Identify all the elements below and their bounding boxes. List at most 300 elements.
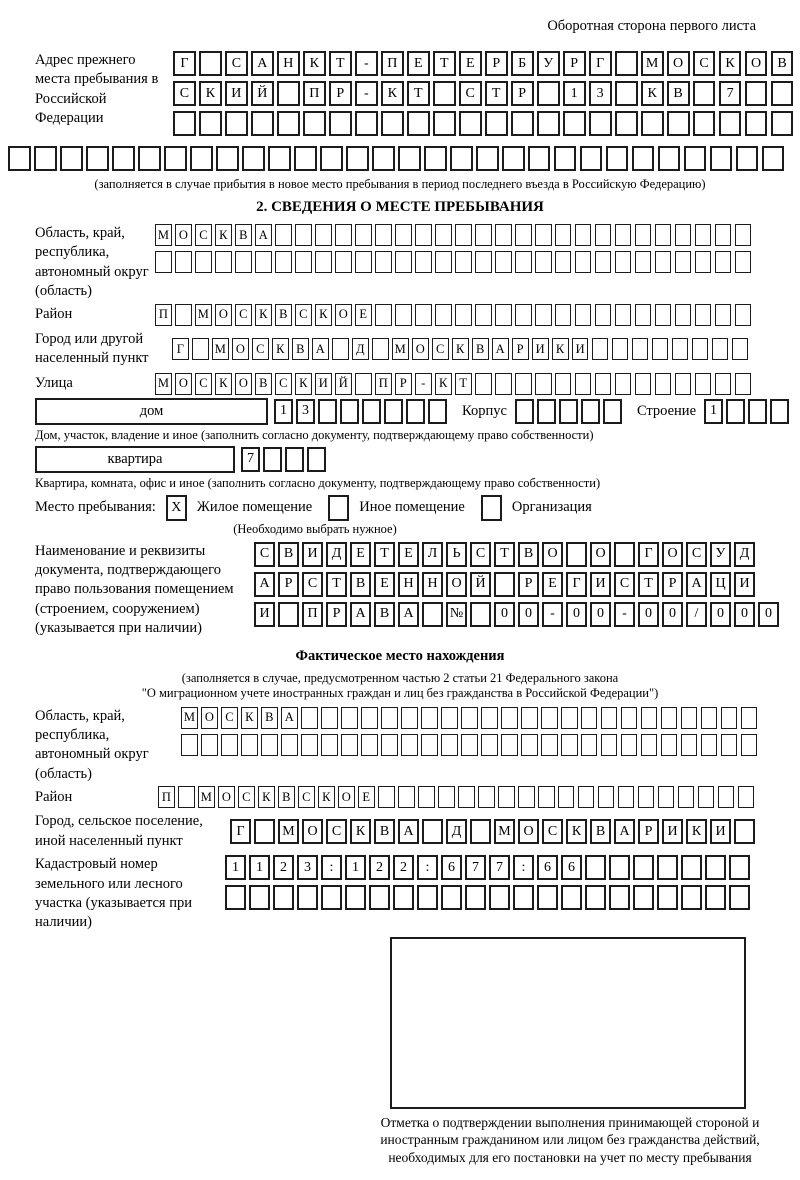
char-cell[interactable] [303, 111, 326, 136]
char-cell[interactable]: В [292, 338, 309, 360]
char-cell[interactable] [320, 146, 343, 171]
char-cell[interactable] [251, 111, 274, 136]
char-cell[interactable]: М [155, 373, 172, 395]
char-cell[interactable] [422, 819, 443, 844]
char-cell[interactable] [199, 51, 222, 76]
char-cell[interactable]: 6 [537, 855, 558, 880]
char-cell[interactable] [513, 885, 534, 910]
char-cell[interactable] [221, 734, 238, 756]
street-row[interactable] [155, 373, 755, 395]
char-cell[interactable]: И [254, 602, 275, 627]
char-cell[interactable]: Т [494, 542, 515, 567]
char-cell[interactable]: Р [518, 572, 539, 597]
char-cell[interactable] [329, 111, 352, 136]
char-cell[interactable]: К [315, 304, 332, 326]
char-cell[interactable] [475, 304, 492, 326]
char-cell[interactable] [595, 224, 612, 246]
char-cell[interactable]: Р [278, 572, 299, 597]
char-cell[interactable] [335, 251, 352, 273]
char-cell[interactable] [241, 734, 258, 756]
char-cell[interactable]: О [590, 542, 611, 567]
char-cell[interactable]: И [590, 572, 611, 597]
char-cell[interactable]: С [221, 707, 238, 729]
char-cell[interactable]: М [198, 786, 215, 808]
char-cell[interactable] [712, 338, 729, 360]
char-cell[interactable]: Н [422, 572, 443, 597]
char-cell[interactable] [481, 734, 498, 756]
prev-address-row-1[interactable] [173, 51, 797, 76]
char-cell[interactable] [581, 734, 598, 756]
char-cell[interactable] [715, 304, 732, 326]
char-cell[interactable]: С [542, 819, 563, 844]
char-cell[interactable]: Г [589, 51, 612, 76]
char-cell[interactable]: П [375, 373, 392, 395]
char-cell[interactable]: Р [563, 51, 586, 76]
char-cell[interactable] [675, 251, 692, 273]
char-cell[interactable] [393, 885, 414, 910]
char-cell[interactable] [555, 373, 572, 395]
char-cell[interactable] [421, 707, 438, 729]
char-cell[interactable]: С [254, 542, 275, 567]
char-cell[interactable] [661, 707, 678, 729]
char-cell[interactable] [268, 146, 291, 171]
char-cell[interactable] [178, 786, 195, 808]
char-cell[interactable] [633, 855, 654, 880]
char-cell[interactable]: В [667, 81, 690, 106]
char-cell[interactable]: 1 [274, 399, 293, 424]
char-cell[interactable] [181, 734, 198, 756]
char-cell[interactable]: П [303, 81, 326, 106]
char-cell[interactable]: С [432, 338, 449, 360]
char-cell[interactable] [424, 146, 447, 171]
fact-region-row-1[interactable] [181, 707, 761, 729]
char-cell[interactable]: - [355, 81, 378, 106]
char-cell[interactable] [652, 338, 669, 360]
char-cell[interactable] [655, 373, 672, 395]
region-row-1[interactable] [155, 224, 755, 246]
char-cell[interactable] [295, 251, 312, 273]
char-cell[interactable]: С [693, 51, 716, 76]
char-cell[interactable]: С [238, 786, 255, 808]
char-cell[interactable] [701, 734, 718, 756]
char-cell[interactable] [515, 399, 534, 424]
char-cell[interactable] [658, 146, 681, 171]
char-cell[interactable] [735, 224, 752, 246]
char-cell[interactable] [375, 224, 392, 246]
char-cell[interactable] [138, 146, 161, 171]
char-cell[interactable] [601, 707, 618, 729]
char-cell[interactable] [328, 495, 349, 521]
char-cell[interactable] [421, 734, 438, 756]
char-cell[interactable]: М [155, 224, 172, 246]
char-cell[interactable]: А [255, 224, 272, 246]
char-cell[interactable]: С [195, 224, 212, 246]
char-cell[interactable] [249, 885, 270, 910]
char-cell[interactable] [621, 734, 638, 756]
char-cell[interactable]: П [155, 304, 172, 326]
char-cell[interactable] [575, 251, 592, 273]
char-cell[interactable] [635, 251, 652, 273]
char-cell[interactable]: : [513, 855, 534, 880]
char-cell[interactable] [378, 786, 395, 808]
char-cell[interactable] [738, 786, 755, 808]
char-cell[interactable]: Й [251, 81, 274, 106]
char-cell[interactable] [407, 111, 430, 136]
char-cell[interactable]: 1 [225, 855, 246, 880]
char-cell[interactable]: М [195, 304, 212, 326]
char-cell[interactable]: 2 [273, 855, 294, 880]
char-cell[interactable] [555, 304, 572, 326]
prev-address-row-2[interactable] [173, 81, 797, 106]
char-cell[interactable] [633, 885, 654, 910]
char-cell[interactable] [175, 251, 192, 273]
char-cell[interactable] [606, 146, 629, 171]
char-cell[interactable] [455, 251, 472, 273]
char-cell[interactable] [695, 224, 712, 246]
char-cell[interactable] [695, 373, 712, 395]
char-cell[interactable]: М [278, 819, 299, 844]
char-cell[interactable] [498, 786, 515, 808]
char-cell[interactable] [541, 707, 558, 729]
char-cell[interactable] [681, 855, 702, 880]
char-cell[interactable]: А [686, 572, 707, 597]
char-cell[interactable]: К [350, 819, 371, 844]
char-cell[interactable] [675, 304, 692, 326]
document-row-3[interactable] [254, 602, 782, 627]
char-cell[interactable] [438, 786, 455, 808]
char-cell[interactable]: 0 [710, 602, 731, 627]
char-cell[interactable] [632, 146, 655, 171]
char-cell[interactable] [332, 338, 349, 360]
cadastre-row-1[interactable] [225, 855, 753, 880]
char-cell[interactable]: 2 [393, 855, 414, 880]
char-cell[interactable]: Е [459, 51, 482, 76]
char-cell[interactable] [417, 885, 438, 910]
char-cell[interactable]: 2 [369, 855, 390, 880]
char-cell[interactable] [478, 786, 495, 808]
char-cell[interactable] [528, 146, 551, 171]
char-cell[interactable] [355, 251, 372, 273]
char-cell[interactable]: К [318, 786, 335, 808]
char-cell[interactable]: X [166, 495, 187, 521]
char-cell[interactable]: Й [470, 572, 491, 597]
char-cell[interactable] [422, 602, 443, 627]
char-cell[interactable] [655, 304, 672, 326]
char-cell[interactable] [741, 734, 758, 756]
char-cell[interactable] [618, 786, 635, 808]
char-cell[interactable] [190, 146, 213, 171]
char-cell[interactable] [681, 707, 698, 729]
char-cell[interactable] [537, 111, 560, 136]
char-cell[interactable] [215, 251, 232, 273]
char-cell[interactable]: К [452, 338, 469, 360]
stay-type-checkbox-residential[interactable] [166, 495, 187, 521]
document-row-2[interactable] [254, 572, 782, 597]
char-cell[interactable] [395, 251, 412, 273]
char-cell[interactable] [537, 399, 556, 424]
char-cell[interactable] [501, 734, 518, 756]
char-cell[interactable] [481, 495, 502, 521]
char-cell[interactable] [695, 251, 712, 273]
char-cell[interactable]: Р [662, 572, 683, 597]
char-cell[interactable]: Р [512, 338, 529, 360]
char-cell[interactable]: К [552, 338, 569, 360]
prev-address-row-3[interactable] [173, 111, 797, 136]
char-cell[interactable]: О [302, 819, 323, 844]
char-cell[interactable] [495, 224, 512, 246]
char-cell[interactable]: Л [422, 542, 443, 567]
char-cell[interactable]: О [518, 819, 539, 844]
char-cell[interactable] [511, 111, 534, 136]
char-cell[interactable]: Д [326, 542, 347, 567]
char-cell[interactable]: С [295, 304, 312, 326]
char-cell[interactable] [501, 707, 518, 729]
char-cell[interactable] [638, 786, 655, 808]
char-cell[interactable] [475, 224, 492, 246]
char-cell[interactable]: О [335, 304, 352, 326]
char-cell[interactable]: - [542, 602, 563, 627]
char-cell[interactable] [294, 146, 317, 171]
char-cell[interactable]: И [734, 572, 755, 597]
char-cell[interactable] [384, 399, 403, 424]
char-cell[interactable]: О [745, 51, 768, 76]
char-cell[interactable]: О [446, 572, 467, 597]
char-cell[interactable]: Т [485, 81, 508, 106]
char-cell[interactable]: 0 [662, 602, 683, 627]
char-cell[interactable] [561, 885, 582, 910]
char-cell[interactable] [34, 146, 57, 171]
char-cell[interactable]: Е [542, 572, 563, 597]
char-cell[interactable]: 1 [704, 399, 723, 424]
char-cell[interactable] [355, 373, 372, 395]
char-cell[interactable] [615, 111, 638, 136]
char-cell[interactable] [595, 251, 612, 273]
char-cell[interactable] [355, 224, 372, 246]
char-cell[interactable]: К [435, 373, 452, 395]
char-cell[interactable] [521, 734, 538, 756]
char-cell[interactable] [201, 734, 218, 756]
fact-district-row[interactable] [158, 786, 758, 808]
char-cell[interactable] [601, 734, 618, 756]
char-cell[interactable] [461, 707, 478, 729]
char-cell[interactable] [455, 304, 472, 326]
char-cell[interactable]: О [542, 542, 563, 567]
char-cell[interactable] [555, 251, 572, 273]
char-cell[interactable] [495, 304, 512, 326]
char-cell[interactable]: П [158, 786, 175, 808]
char-cell[interactable] [406, 399, 425, 424]
char-cell[interactable]: В [771, 51, 794, 76]
char-cell[interactable] [297, 885, 318, 910]
char-cell[interactable] [433, 111, 456, 136]
char-cell[interactable]: 7 [241, 447, 260, 472]
char-cell[interactable]: В [374, 819, 395, 844]
prev-address-row-4[interactable] [8, 146, 792, 171]
char-cell[interactable] [615, 224, 632, 246]
char-cell[interactable]: С [252, 338, 269, 360]
char-cell[interactable] [476, 146, 499, 171]
char-cell[interactable] [459, 111, 482, 136]
char-cell[interactable]: Е [398, 542, 419, 567]
char-cell[interactable] [735, 373, 752, 395]
char-cell[interactable]: В [350, 572, 371, 597]
char-cell[interactable] [698, 786, 715, 808]
char-cell[interactable] [341, 734, 358, 756]
char-cell[interactable] [718, 786, 735, 808]
char-cell[interactable] [441, 734, 458, 756]
char-cell[interactable]: Р [395, 373, 412, 395]
char-cell[interactable]: Е [355, 304, 372, 326]
char-cell[interactable] [581, 399, 600, 424]
char-cell[interactable] [735, 251, 752, 273]
char-cell[interactable] [315, 251, 332, 273]
char-cell[interactable]: М [494, 819, 515, 844]
char-cell[interactable] [301, 734, 318, 756]
char-cell[interactable] [695, 304, 712, 326]
char-cell[interactable]: К [199, 81, 222, 106]
char-cell[interactable]: С [326, 819, 347, 844]
char-cell[interactable] [535, 224, 552, 246]
char-cell[interactable] [470, 602, 491, 627]
char-cell[interactable]: Г [566, 572, 587, 597]
char-cell[interactable] [199, 111, 222, 136]
char-cell[interactable]: - [355, 51, 378, 76]
char-cell[interactable] [561, 707, 578, 729]
char-cell[interactable] [748, 399, 767, 424]
char-cell[interactable]: О [215, 304, 232, 326]
char-cell[interactable] [692, 338, 709, 360]
char-cell[interactable] [678, 786, 695, 808]
char-cell[interactable]: И [302, 542, 323, 567]
char-cell[interactable] [592, 338, 609, 360]
char-cell[interactable]: 1 [249, 855, 270, 880]
char-cell[interactable] [641, 707, 658, 729]
char-cell[interactable]: Р [326, 602, 347, 627]
char-cell[interactable] [485, 111, 508, 136]
char-cell[interactable]: Г [173, 51, 196, 76]
char-cell[interactable]: О [175, 373, 192, 395]
char-cell[interactable] [641, 111, 664, 136]
char-cell[interactable] [641, 734, 658, 756]
char-cell[interactable]: 3 [296, 399, 315, 424]
char-cell[interactable] [589, 111, 612, 136]
char-cell[interactable]: / [686, 602, 707, 627]
char-cell[interactable] [263, 447, 282, 472]
char-cell[interactable] [538, 786, 555, 808]
char-cell[interactable]: : [417, 855, 438, 880]
char-cell[interactable] [681, 734, 698, 756]
char-cell[interactable] [321, 885, 342, 910]
char-cell[interactable] [721, 734, 738, 756]
char-cell[interactable] [635, 304, 652, 326]
char-cell[interactable]: А [492, 338, 509, 360]
char-cell[interactable] [701, 707, 718, 729]
char-cell[interactable] [340, 399, 359, 424]
char-cell[interactable] [435, 304, 452, 326]
char-cell[interactable] [277, 111, 300, 136]
char-cell[interactable] [734, 819, 755, 844]
char-cell[interactable]: Р [511, 81, 534, 106]
char-cell[interactable]: Т [407, 81, 430, 106]
char-cell[interactable] [275, 224, 292, 246]
char-cell[interactable]: Е [350, 542, 371, 567]
char-cell[interactable]: А [312, 338, 329, 360]
char-cell[interactable]: В [374, 602, 395, 627]
char-cell[interactable]: Й [335, 373, 352, 395]
char-cell[interactable] [693, 81, 716, 106]
char-cell[interactable] [558, 786, 575, 808]
char-cell[interactable] [770, 399, 789, 424]
char-cell[interactable]: К [272, 338, 289, 360]
char-cell[interactable] [398, 146, 421, 171]
char-cell[interactable] [535, 373, 552, 395]
char-cell[interactable] [655, 251, 672, 273]
char-cell[interactable]: М [212, 338, 229, 360]
char-cell[interactable]: Т [329, 51, 352, 76]
char-cell[interactable] [415, 224, 432, 246]
char-cell[interactable] [375, 304, 392, 326]
char-cell[interactable] [661, 734, 678, 756]
char-cell[interactable] [658, 786, 675, 808]
char-cell[interactable] [455, 224, 472, 246]
char-cell[interactable] [495, 373, 512, 395]
char-cell[interactable]: О [218, 786, 235, 808]
char-cell[interactable] [535, 251, 552, 273]
char-cell[interactable]: А [614, 819, 635, 844]
char-cell[interactable] [762, 146, 785, 171]
char-cell[interactable] [461, 734, 478, 756]
char-cell[interactable] [585, 855, 606, 880]
char-cell[interactable] [361, 734, 378, 756]
char-cell[interactable] [435, 224, 452, 246]
char-cell[interactable]: О [201, 707, 218, 729]
char-cell[interactable] [164, 146, 187, 171]
char-cell[interactable] [729, 855, 750, 880]
char-cell[interactable]: С [173, 81, 196, 106]
char-cell[interactable] [285, 447, 304, 472]
char-cell[interactable]: К [303, 51, 326, 76]
char-cell[interactable]: Р [485, 51, 508, 76]
char-cell[interactable] [494, 572, 515, 597]
char-cell[interactable] [745, 81, 768, 106]
char-cell[interactable] [381, 734, 398, 756]
char-cell[interactable] [418, 786, 435, 808]
char-cell[interactable] [458, 786, 475, 808]
char-cell[interactable]: С [225, 51, 248, 76]
char-cell[interactable] [441, 707, 458, 729]
char-cell[interactable] [515, 304, 532, 326]
char-cell[interactable]: : [321, 855, 342, 880]
char-cell[interactable]: 6 [441, 855, 462, 880]
char-cell[interactable]: И [662, 819, 683, 844]
char-cell[interactable]: Т [638, 572, 659, 597]
char-cell[interactable] [225, 885, 246, 910]
char-cell[interactable] [362, 399, 381, 424]
char-cell[interactable] [684, 146, 707, 171]
char-cell[interactable]: 1 [563, 81, 586, 106]
char-cell[interactable]: Д [352, 338, 369, 360]
char-cell[interactable] [415, 251, 432, 273]
char-cell[interactable]: 0 [758, 602, 779, 627]
char-cell[interactable] [195, 251, 212, 273]
char-cell[interactable] [495, 251, 512, 273]
char-cell[interactable] [112, 146, 135, 171]
char-cell[interactable]: С [686, 542, 707, 567]
house-number-cells[interactable] [274, 399, 450, 424]
char-cell[interactable] [578, 786, 595, 808]
char-cell[interactable]: Т [326, 572, 347, 597]
char-cell[interactable] [635, 224, 652, 246]
